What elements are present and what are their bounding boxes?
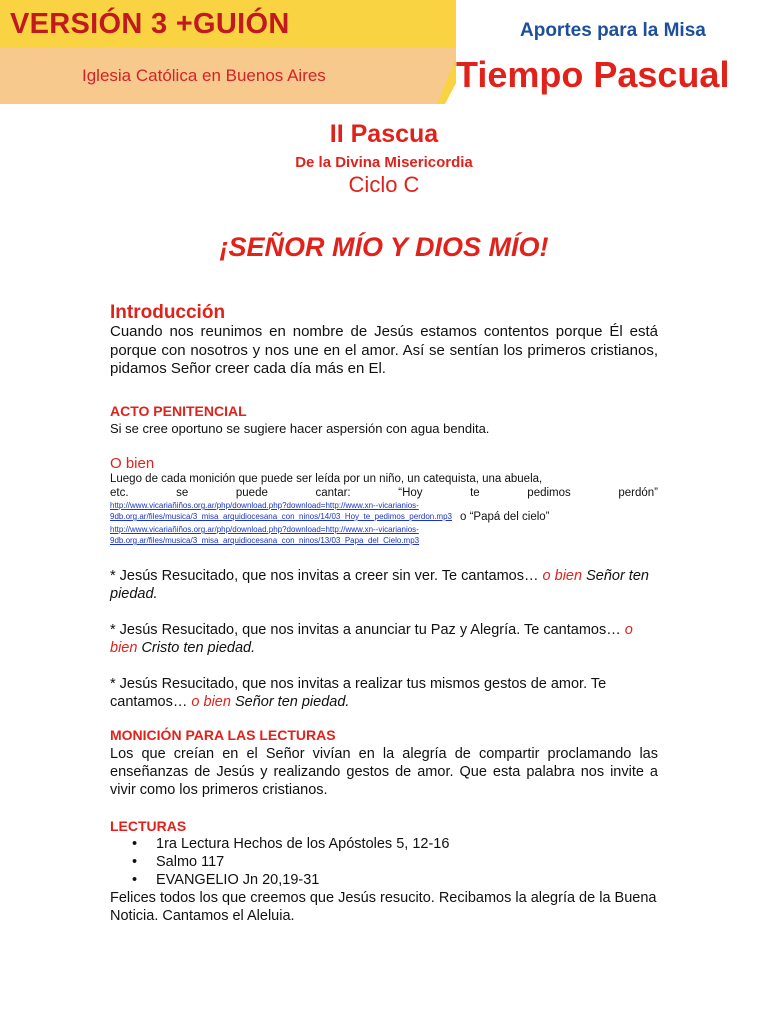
- invocacion-response: Cristo ten piedad.: [141, 640, 256, 656]
- invocacion-alt: o bien: [191, 694, 231, 710]
- word: perdón”: [618, 487, 658, 499]
- word: cantar:: [315, 487, 351, 499]
- word: se: [176, 487, 189, 499]
- hoy-te-pedimos-link-line2[interactable]: 9db.org.ar/files/musica/3_misa_arquidiocesana_con_ninos/14/03_Hoy_te_pedimos_perdon.mp3: [110, 512, 452, 521]
- aportes-label: Aportes para la Misa: [520, 20, 706, 41]
- invocacion-2: [110, 621, 658, 657]
- version-title: VERSIÓN 3 +GUIÓN: [10, 8, 290, 40]
- motto-heading: ¡SEÑOR MÍO Y DIOS MÍO!: [219, 232, 549, 262]
- invocacion-alt: o bien: [542, 568, 583, 584]
- obien-line1: Luego de cada monición que puede ser leída por un niño, un catequista, una abuela,: [110, 473, 543, 485]
- tiempo-pascual-label: Tiempo Pascual: [456, 54, 730, 95]
- lecturas-closing: Felices todos los que creemos que Jesús resucito. Recibamos la alegría de la Buena Noticia. Cantamos el Aleluia.: [110, 890, 657, 924]
- papa-del-cielo-link-line1[interactable]: http://www.vicariañiños.org.ar/php/download.php?download=http://www.xn--vicarianios-: [110, 525, 419, 534]
- monicion-heading: MONICIÓN PARA LAS LECTURAS: [110, 727, 336, 743]
- obien-line2: [110, 486, 658, 500]
- intro-heading: Introducción: [110, 302, 226, 323]
- intro-text: Cuando nos reunimos en nombre de Jesús estamos contentos porque Él está porque con nosotros y nos une en el amor. Así se sentían los primeros cristianos, pidamos Señor creer cada día más en El.: [110, 323, 658, 377]
- word: te: [470, 487, 480, 499]
- invocacion-response: Señor ten piedad.: [234, 694, 350, 710]
- lecturas-heading: LECTURAS: [110, 818, 187, 834]
- monicion-text: Los que creían en el Señor vivían en la alegría de compartir proclamando las enseñanzas de Jesús y realizando gestos de amor. Que esta palabra nos invite a vivir como los primeros cristianos.: [110, 746, 658, 798]
- acto-heading: ACTO PENITENCIAL: [110, 403, 247, 419]
- ciclo-label: Ciclo C: [348, 172, 420, 197]
- invocacion-text: * Jesús Resucitado, que nos invitas a anunciar tu Paz y Alegría. Te cantamos…: [110, 622, 625, 638]
- page-title: II Pascua: [329, 120, 439, 148]
- word: “Hoy: [398, 487, 423, 499]
- word: pedimos: [527, 487, 571, 499]
- word: puede: [235, 487, 268, 499]
- obien-block: [110, 472, 658, 546]
- page-subtitle: De la Divina Misericordia: [295, 154, 473, 171]
- hoy-te-pedimos-link-line1[interactable]: http://www.vicariañiños.org.ar/php/download.php?download=http://www.xn--vicarianios-: [110, 501, 419, 510]
- invocacion-text: * Jesús Resucitado, que nos invitas a realizar tus mismos gestos de amor. Te cantamos…: [110, 676, 607, 710]
- list-item: • EVANGELIO Jn 20,19-31: [110, 871, 658, 889]
- list-item: • 1ra Lectura Hechos de los Apóstoles 5, 12-16: [110, 835, 658, 853]
- acto-text: Si se cree oportuno se sugiere hacer aspersión con agua bendita.: [110, 421, 490, 436]
- invocacion-alt: o bien: [110, 622, 633, 656]
- obien-heading: O bien: [110, 455, 155, 472]
- papa-del-cielo-link-line2[interactable]: 9db.org.ar/files/musica/3_misa_arquidiocesana_con_ninos/13/03_Papa_del_Cielo.mp3: [110, 536, 420, 545]
- list-item: • Salmo 117: [110, 853, 658, 871]
- invocacion-response: Señor ten piedad.: [110, 568, 649, 602]
- link-row: [110, 511, 658, 524]
- lecturas-list: [110, 835, 658, 889]
- papa-del-cielo-label: o “Papá del cielo”: [460, 511, 550, 523]
- invocacion-1: [110, 567, 658, 603]
- invocacion-3: [110, 675, 658, 711]
- word: etc.: [110, 487, 129, 499]
- invocacion-text: * Jesús Resucitado, que nos invitas a creer sin ver. Te cantamos…: [110, 568, 543, 584]
- church-name: Iglesia Católica en Buenos Aires: [82, 66, 326, 85]
